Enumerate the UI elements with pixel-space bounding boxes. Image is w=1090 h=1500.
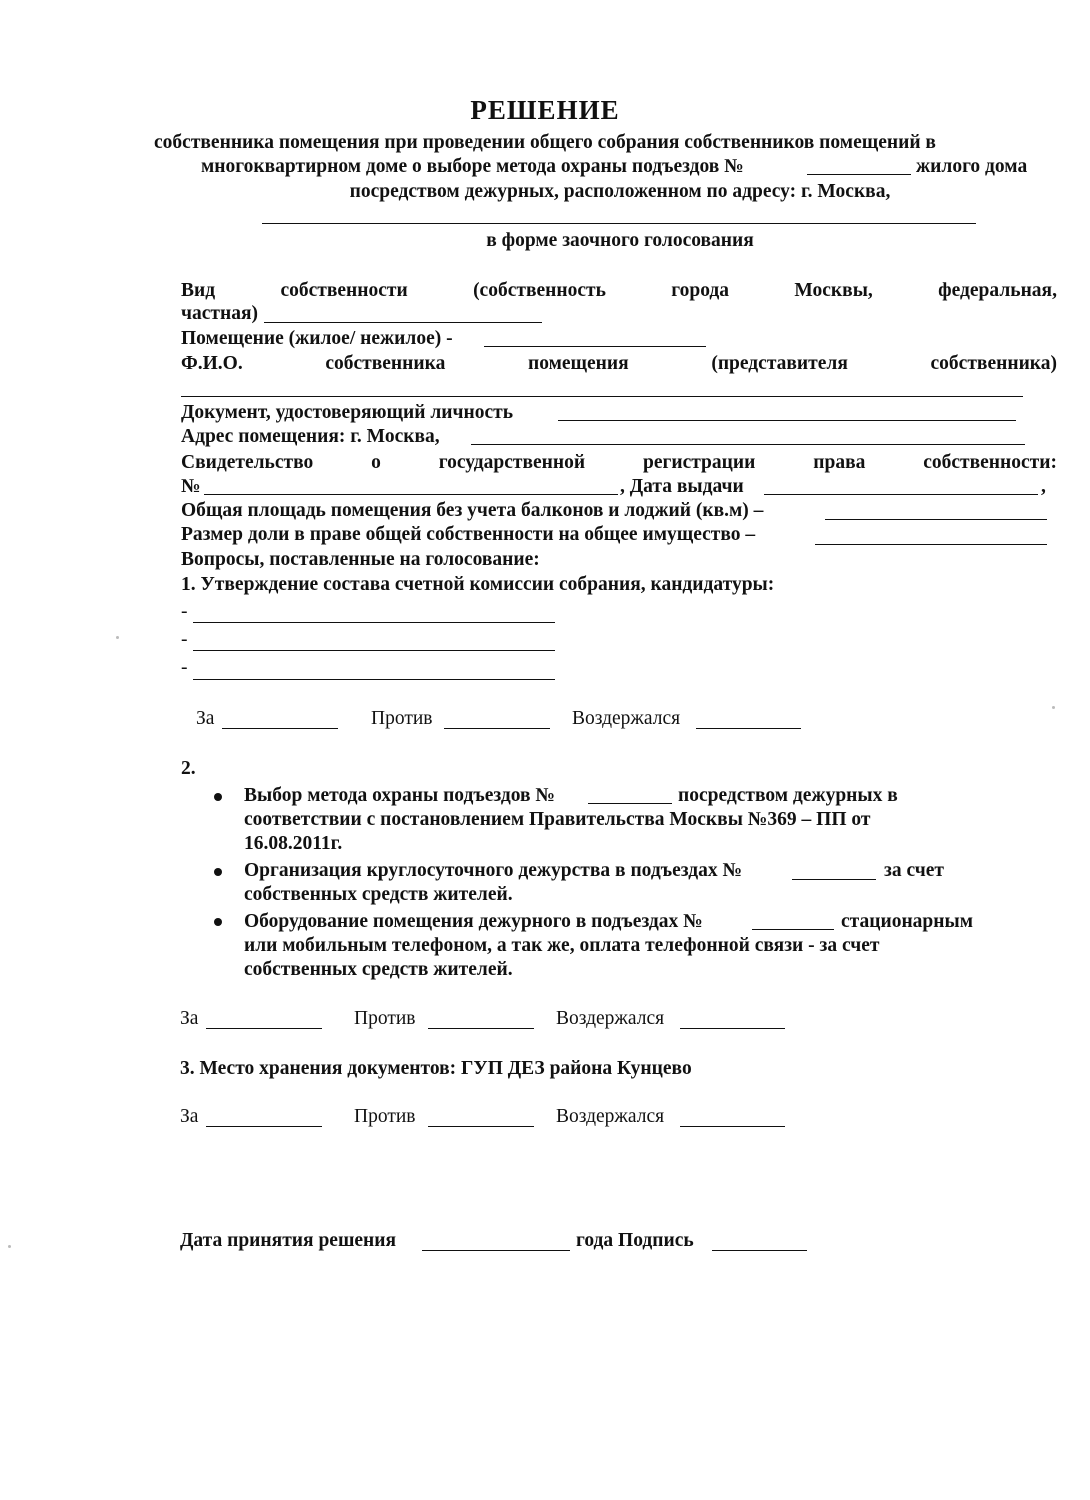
subtitle-line-2a: многоквартирном доме о выборе метода охраны подъездов №	[201, 156, 744, 177]
scan-speck	[1052, 706, 1055, 709]
document-title: РЕШЕНИЕ	[470, 95, 620, 125]
q1-vote-abstain-label: Воздержался	[572, 708, 681, 729]
q1-vote-against-label: Против	[371, 708, 433, 729]
owner-name-row	[181, 352, 1057, 376]
q2-b1-line3: 16.08.2011г.	[244, 833, 343, 854]
ownership-cont-label: частная)	[181, 303, 259, 324]
q2-vote-for-blank[interactable]	[206, 1028, 322, 1029]
q2-vote-against-label: Против	[354, 1008, 416, 1029]
signature-blank[interactable]	[712, 1250, 807, 1251]
premises-label: Помещение (жилое/ нежилое) -	[181, 328, 453, 349]
scan-speck	[8, 1245, 11, 1248]
q2-b1-line1b: посредством дежурных в	[678, 785, 898, 806]
word: собственника	[325, 353, 446, 374]
q2-b2-line1a: Организация круглосуточного дежурства в подъездах №	[244, 860, 743, 881]
candidate-dash-1: -	[181, 601, 188, 622]
q2-b2-line2: собственных средств жителей.	[244, 884, 513, 905]
candidate-blank-2[interactable]	[193, 650, 555, 651]
q2-b3-entrance-blank[interactable]	[752, 929, 834, 930]
share-label: Размер доли в праве общей собственности на общее имущество –	[181, 524, 756, 545]
candidate-dash-3: -	[181, 657, 188, 678]
q2-b3-line3: собственных средств жителей.	[244, 959, 513, 980]
q1-vote-against-blank[interactable]	[444, 728, 550, 729]
question-2-number: 2.	[181, 758, 196, 779]
word: Вид	[181, 280, 216, 301]
bullet-icon	[214, 918, 222, 926]
address-blank-line[interactable]	[262, 223, 976, 224]
certificate-number-blank[interactable]	[204, 494, 618, 495]
decision-date-blank[interactable]	[422, 1250, 570, 1251]
issue-date-blank[interactable]	[764, 494, 1038, 495]
word: государственной	[438, 452, 586, 473]
address-blank[interactable]	[471, 444, 1025, 445]
word: города	[671, 280, 730, 301]
q3-vote-abstain-label: Воздержался	[556, 1106, 665, 1127]
share-blank[interactable]	[815, 544, 1047, 545]
q2-vote-for-label: За	[180, 1008, 199, 1029]
subtitle-line-1: собственника помещения при проведении общего собрания собственников помещений в	[154, 132, 936, 153]
word: о	[371, 452, 381, 473]
subtitle-line-4: в форме заочного голосования	[486, 230, 754, 251]
certificate-row	[181, 451, 1057, 475]
id-document-label: Документ, удостоверяющий личность	[181, 402, 514, 423]
bullet-icon	[214, 868, 222, 876]
word: Свидетельство	[181, 452, 314, 473]
question-1-title: 1. Утверждение состава счетной комиссии собрания, кандидатуры:	[181, 574, 775, 595]
word: собственника)	[930, 353, 1057, 374]
certificate-number-label: №	[181, 476, 201, 497]
entrance-number-blank[interactable]	[807, 174, 911, 175]
candidate-dash-2: -	[181, 629, 188, 650]
ownership-type-blank[interactable]	[264, 322, 542, 323]
q3-vote-for-label: За	[180, 1106, 199, 1127]
q2-b1-entrance-blank[interactable]	[588, 803, 672, 804]
q2-vote-against-blank[interactable]	[428, 1028, 534, 1029]
issue-date-comma: ,	[1041, 476, 1046, 497]
word: помещения	[527, 353, 629, 374]
year-signature-label: года Подпись	[576, 1230, 694, 1251]
word: Ф.И.О.	[181, 353, 243, 374]
questions-header: Вопросы, поставленные на голосование:	[181, 549, 540, 570]
id-document-blank[interactable]	[558, 420, 1016, 421]
candidate-blank-1[interactable]	[193, 622, 555, 623]
scan-speck	[116, 636, 119, 639]
q1-vote-for-label: За	[196, 708, 215, 729]
q2-vote-abstain-label: Воздержался	[556, 1008, 665, 1029]
q2-b1-line2: соответствии с постановлением Правительства Москвы №369 – ПП от	[244, 809, 871, 830]
q3-vote-abstain-blank[interactable]	[680, 1126, 785, 1127]
word: федеральная,	[938, 280, 1057, 301]
word: Москвы,	[794, 280, 873, 301]
q3-vote-against-blank[interactable]	[428, 1126, 534, 1127]
q2-b1-line1a: Выбор метода охраны подъездов №	[244, 785, 556, 806]
question-3-title: 3. Место хранения документов: ГУП ДЕЗ района Кунцево	[180, 1058, 692, 1079]
word: права	[813, 452, 866, 473]
q3-vote-for-blank[interactable]	[206, 1126, 322, 1127]
candidate-blank-3[interactable]	[193, 679, 555, 680]
area-blank[interactable]	[825, 519, 1047, 520]
area-label: Общая площадь помещения без учета балконов и лоджий (кв.м) –	[181, 500, 764, 521]
q2-vote-abstain-blank[interactable]	[680, 1028, 785, 1029]
word: собственности:	[923, 452, 1057, 473]
decision-date-label: Дата принятия решения	[180, 1230, 397, 1251]
owner-name-blank[interactable]	[181, 396, 1023, 397]
q2-b2-entrance-blank[interactable]	[792, 879, 876, 880]
q1-vote-abstain-blank[interactable]	[696, 728, 801, 729]
word: (собственность	[473, 280, 606, 301]
q2-b2-line1b: за счет	[884, 860, 944, 881]
q2-b3-line2: или мобильным телефоном, а так же, оплата телефонной связи - за счет	[244, 935, 880, 956]
word: собственности	[280, 280, 408, 301]
q1-vote-for-blank[interactable]	[222, 728, 338, 729]
address-label: Адрес помещения: г. Москва,	[181, 426, 440, 447]
subtitle-line-3: посредством дежурных, расположенном по адресу: г. Москва,	[349, 181, 891, 202]
word: регистрации	[642, 452, 756, 473]
ownership-type-row	[181, 279, 1057, 303]
q2-b3-line1b: стационарным	[841, 911, 974, 932]
subtitle-line-2b: жилого дома	[916, 156, 1028, 177]
bullet-icon	[214, 793, 222, 801]
word: (представителя	[711, 353, 848, 374]
premises-blank[interactable]	[484, 346, 706, 347]
q2-b3-line1a: Оборудование помещения дежурного в подъездах №	[244, 911, 703, 932]
issue-date-label: , Дата выдачи	[620, 476, 744, 497]
q3-vote-against-label: Против	[354, 1106, 416, 1127]
